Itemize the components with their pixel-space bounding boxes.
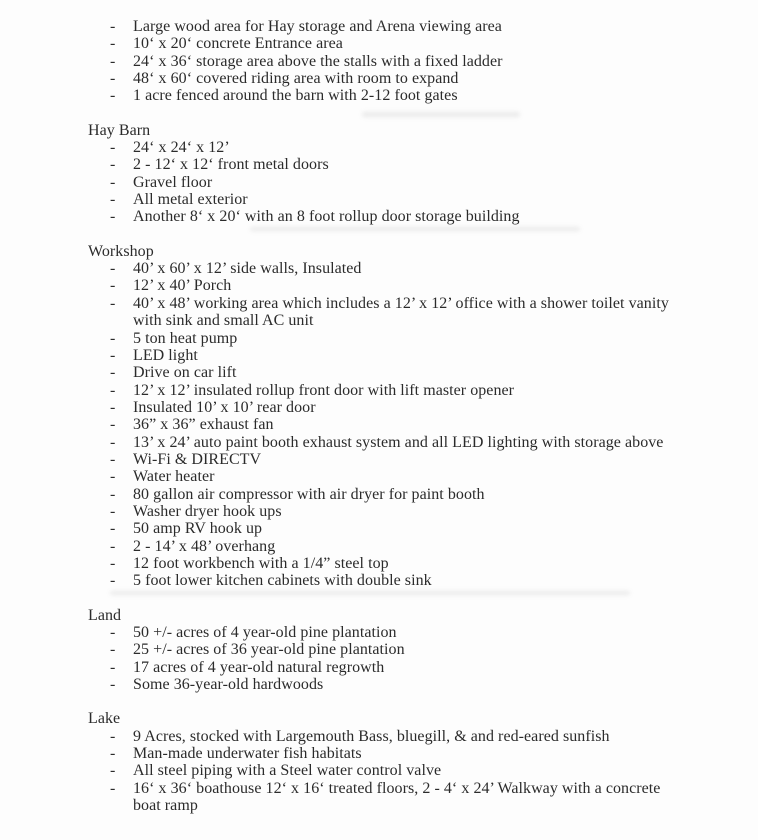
- bullet-dash: -: [110, 520, 116, 538]
- list-item-text: LED light: [133, 346, 198, 364]
- list-item-text: 13’ x 24’ auto paint booth exhaust system and all LED lighting with storage above: [133, 433, 664, 451]
- list-item-text: 40’ x 60’ x 12’ side walls, Insulated: [133, 260, 362, 278]
- bullet-dash: -: [110, 364, 116, 382]
- list-item: [88, 659, 675, 676]
- list-item: [88, 416, 675, 433]
- bullet-dash: -: [110, 502, 116, 520]
- list-item: [88, 174, 675, 191]
- list-item-text: 80 gallon air compressor with air dryer for paint booth: [133, 485, 485, 503]
- list-item-text: 24‘ x 36‘ storage area above the stalls with a fixed ladder: [133, 52, 503, 70]
- list-item-text: Insulated 10’ x 10’ rear door: [133, 398, 316, 416]
- list-item-text: 10‘ x 20‘ concrete Entrance area: [133, 35, 343, 53]
- list-item: [88, 520, 675, 537]
- list-item: [88, 330, 675, 347]
- list-item: [88, 555, 675, 572]
- list-item-text: 17 acres of 4 year-old natural regrowth: [133, 658, 385, 676]
- list-item: [88, 641, 675, 658]
- list-item: [88, 347, 675, 364]
- section-lake: [88, 710, 758, 814]
- bullet-list: [88, 139, 758, 226]
- list-item-text: 5 foot lower kitchen cabinets with double sink: [133, 572, 432, 590]
- list-item-text: 1 acre fenced around the barn with 2-12 foot gates: [133, 87, 458, 105]
- bullet-dash: -: [110, 624, 116, 641]
- list-item: [88, 35, 675, 52]
- bullet-dash: -: [110, 416, 116, 434]
- section-barn-features: [88, 18, 758, 105]
- bullet-dash: -: [110, 381, 116, 399]
- list-item-text: 40’ x 48’ working area which includes a 12’ x 12’ office with a shower toilet vanity with sink and small AC unit: [133, 294, 669, 330]
- list-item-text: Large wood area for Hay storage and Arena viewing area: [133, 18, 502, 35]
- bullet-dash: -: [110, 727, 116, 745]
- bullet-dash: -: [110, 52, 116, 70]
- list-item-text: 50 amp RV hook up: [133, 520, 263, 538]
- list-item: [88, 503, 675, 520]
- list-item-text: Washer dryer hook ups: [133, 502, 282, 520]
- list-item-text: 9 Acres, stocked with Largemouth Bass, bluegill, & and red-eared sunfish: [133, 727, 610, 745]
- list-item: [88, 156, 675, 173]
- bullet-dash: -: [110, 329, 116, 347]
- bullet-dash: -: [110, 139, 116, 157]
- bullet-dash: -: [110, 779, 116, 797]
- list-item-text: 24‘ x 24‘ x 12’: [133, 139, 230, 157]
- section-workshop: [88, 243, 758, 590]
- list-item: [88, 382, 675, 399]
- section-title: Land: [88, 606, 122, 624]
- bullet-dash: -: [110, 208, 116, 226]
- list-item: [88, 745, 675, 762]
- bullet-dash: -: [110, 485, 116, 503]
- bullet-dash: -: [110, 468, 116, 486]
- list-item-text: 2 - 14’ x 48’ overhang: [133, 537, 276, 555]
- bullet-dash: -: [110, 87, 116, 105]
- list-item: [88, 780, 675, 815]
- bullet-dash: -: [110, 433, 116, 451]
- bullet-dash: -: [110, 260, 116, 278]
- list-item: [88, 87, 675, 104]
- list-item-text: 48‘ x 60‘ covered riding area with room to expand: [133, 70, 459, 88]
- list-item: [88, 53, 675, 70]
- bullet-list: [88, 728, 758, 815]
- list-item: [88, 624, 675, 641]
- bullet-dash: -: [110, 173, 116, 191]
- list-item: [88, 208, 675, 225]
- bullet-dash: -: [110, 537, 116, 555]
- bullet-dash: -: [110, 676, 116, 694]
- list-item: [88, 399, 675, 416]
- section-hay-barn: [88, 122, 758, 226]
- list-item: [88, 18, 675, 35]
- list-item-text: 12’ x 12’ insulated rollup front door with lift master opener: [133, 381, 515, 399]
- section-title: Workshop: [88, 242, 154, 260]
- list-item: [88, 676, 675, 693]
- list-item: [88, 762, 675, 779]
- bullet-list: [88, 18, 758, 105]
- list-item: [88, 728, 675, 745]
- list-item: [88, 70, 675, 87]
- list-item: [88, 451, 675, 468]
- list-item-text: 5 ton heat pump: [133, 329, 238, 347]
- bullet-dash: -: [110, 191, 116, 209]
- bullet-dash: -: [110, 35, 116, 53]
- bullet-dash: -: [110, 641, 116, 659]
- list-item: [88, 538, 675, 555]
- list-item: [88, 191, 675, 208]
- list-item-text: Another 8‘ x 20‘ with an 8 foot rollup door storage building: [133, 208, 520, 226]
- list-item-text: Wi-Fi & DIRECTV: [133, 450, 262, 468]
- bullet-dash: -: [110, 658, 116, 676]
- list-item-text: Drive on car lift: [133, 364, 237, 382]
- bullet-dash: -: [110, 572, 116, 590]
- list-item: [88, 277, 675, 294]
- list-item-text: Gravel floor: [133, 173, 213, 191]
- list-item-text: Water heater: [133, 468, 215, 486]
- list-item-text: 16‘ x 36‘ boathouse 12‘ x 16‘ treated floors, 2 - 4‘ x 24’ Walkway with a concrete boat ramp: [133, 779, 661, 815]
- list-item-text: All steel piping with a Steel water control valve: [133, 762, 442, 780]
- list-item: [88, 434, 675, 451]
- list-item: [88, 295, 675, 330]
- list-item: [88, 260, 675, 277]
- list-item-text: 25 +/- acres of 36 year-old pine plantation: [133, 641, 405, 659]
- bullet-dash: -: [110, 70, 116, 88]
- bullet-dash: -: [110, 398, 116, 416]
- list-item-text: All metal exterior: [133, 191, 248, 209]
- list-item-text: 12’ x 40’ Porch: [133, 277, 232, 295]
- list-item: [88, 572, 675, 589]
- list-item-text: 36” x 36” exhaust fan: [133, 416, 274, 434]
- list-item-text: 50 +/- acres of 4 year-old pine plantation: [133, 624, 397, 641]
- list-item: [88, 468, 675, 485]
- bullet-list: [88, 260, 758, 590]
- list-item-text: Man-made underwater fish habitats: [133, 745, 362, 763]
- list-item: [88, 364, 675, 381]
- bullet-dash: -: [110, 277, 116, 295]
- list-item: [88, 486, 675, 503]
- list-item: [88, 139, 675, 156]
- bullet-dash: -: [110, 450, 116, 468]
- bullet-list: [88, 624, 758, 693]
- list-item-text: Some 36-year-old hardwoods: [133, 676, 324, 694]
- section-land: [88, 607, 758, 694]
- bullet-dash: -: [110, 156, 116, 174]
- bullet-dash: -: [110, 745, 116, 763]
- bullet-dash: -: [110, 554, 116, 572]
- bullet-dash: -: [110, 18, 116, 35]
- section-title: Hay Barn: [88, 121, 151, 139]
- bullet-dash: -: [110, 346, 116, 364]
- list-item-text: 2 - 12‘ x 12‘ front metal doors: [133, 156, 329, 174]
- section-title: Lake: [88, 710, 121, 728]
- bullet-dash: -: [110, 294, 116, 312]
- bullet-dash: -: [110, 762, 116, 780]
- list-item-text: 12 foot workbench with a 1/4” steel top: [133, 554, 389, 572]
